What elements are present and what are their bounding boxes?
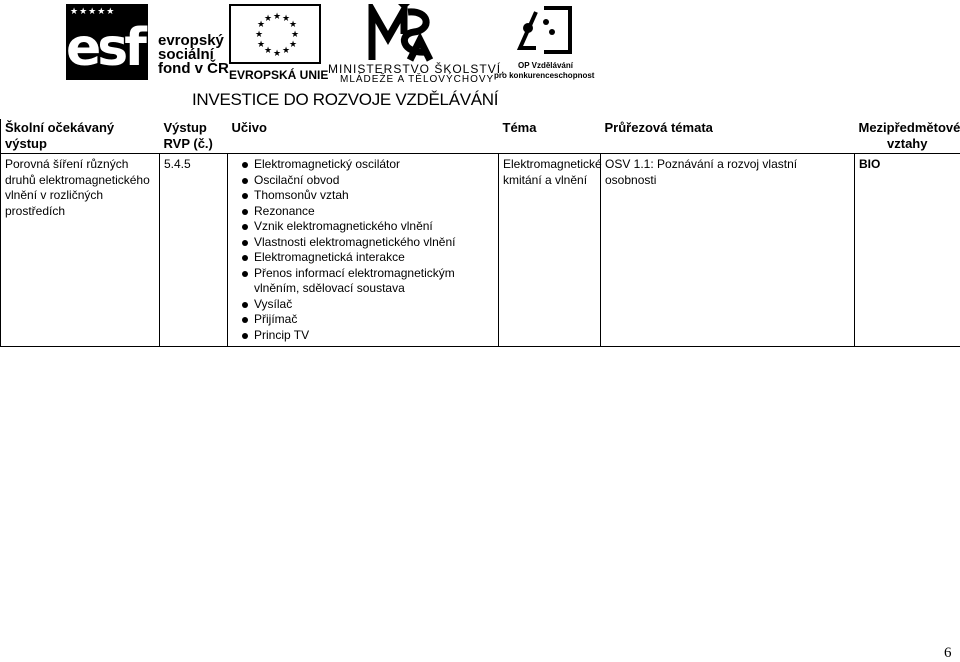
msmt-logo	[328, 4, 490, 80]
svg-text:★: ★	[282, 14, 290, 24]
op-line-2: pro konkurenceschopnost	[494, 71, 594, 80]
svg-text:★: ★	[282, 46, 290, 56]
ucivo-list	[232, 157, 494, 343]
list-item: Přenos informací elektromagnetickým vlněním, sdělovací soustava	[242, 266, 494, 297]
header-tema: Téma	[499, 119, 601, 154]
cell-prurez: OSV 1.1: Poznávání a rozvoj vlastní osobnosti	[601, 154, 855, 347]
list-item: Vznik elektromagnetického vlnění	[242, 219, 494, 235]
table-row	[1, 154, 960, 347]
svg-text:★: ★	[264, 14, 272, 24]
list-item: Princip TV	[242, 328, 494, 344]
cell-rvp: 5.4.5	[160, 154, 228, 347]
op-line-1: OP Vzdělávání	[518, 61, 573, 70]
header-vystup: Školní očekávaný výstup	[1, 119, 160, 154]
list-item: Rezonance	[242, 204, 494, 220]
eu-stars-icon	[231, 6, 323, 66]
list-item: Thomsonův vztah	[242, 188, 494, 204]
page-number: 6	[944, 645, 952, 662]
svg-text:★: ★	[273, 12, 281, 22]
cell-mezipredmetove: BIO	[855, 154, 960, 347]
list-item: Oscilační obvod	[242, 173, 494, 189]
list-item: Vysílač	[242, 297, 494, 313]
svg-text:★: ★	[289, 40, 297, 50]
esf-logo-text	[158, 34, 229, 76]
msmt-line-1: MINISTERSTVO ŠKOLSTVÍ,	[328, 62, 505, 76]
msmt-mark-icon	[368, 4, 440, 64]
list-item: Vlastnosti elektromagnetického vlnění	[242, 235, 494, 251]
cell-ucivo	[228, 154, 499, 347]
op-logo	[494, 4, 598, 80]
header-mezipredmetove: Mezipředmětové vztahy	[855, 119, 960, 154]
esf-line-2: sociální	[158, 48, 229, 62]
svg-text:★: ★	[264, 46, 272, 56]
esf-stars-icon: ★★★★★	[70, 6, 115, 17]
header-prurez: Průřezová témata	[601, 119, 855, 154]
esf-line-3: fond v ČR	[158, 62, 229, 76]
header-ucivo: Učivo	[228, 119, 499, 154]
list-item: Přijímač	[242, 312, 494, 328]
msmt-line-2: MLÁDEŽE A TĚLOVÝCHOVY	[340, 74, 494, 85]
header-rvp: Výstup RVP (č.)	[160, 119, 228, 154]
cell-vystup: Porovná šíření různých druhů elektromagnetického vlnění v rozličných prostředích	[1, 154, 160, 347]
eu-flag-icon	[229, 4, 321, 64]
svg-text:★: ★	[291, 30, 299, 40]
table-header-row	[1, 119, 960, 154]
svg-text:★: ★	[257, 20, 265, 30]
esf-logo-letters: esf	[66, 18, 143, 78]
svg-text:★: ★	[255, 30, 263, 40]
esf-line-1: evropský	[158, 34, 229, 48]
list-item: Elektromagnetický oscilátor	[242, 157, 494, 173]
svg-text:★: ★	[273, 49, 281, 59]
esf-logo	[66, 4, 216, 80]
list-item: Elektromagnetická interakce	[242, 250, 494, 266]
svg-text:★: ★	[289, 20, 297, 30]
cell-tema: Elektromagnetické kmitání a vlnění	[499, 154, 601, 347]
eu-logo-label: EVROPSKÁ UNIE	[229, 68, 328, 82]
tagline: INVESTICE DO ROZVOJE VZDĚLÁVÁNÍ	[192, 90, 498, 110]
eu-logo	[229, 4, 323, 80]
esf-logo-mark	[66, 4, 148, 80]
curriculum-table	[0, 119, 960, 347]
svg-text:★: ★	[257, 40, 265, 50]
op-mark-icon	[514, 4, 574, 56]
